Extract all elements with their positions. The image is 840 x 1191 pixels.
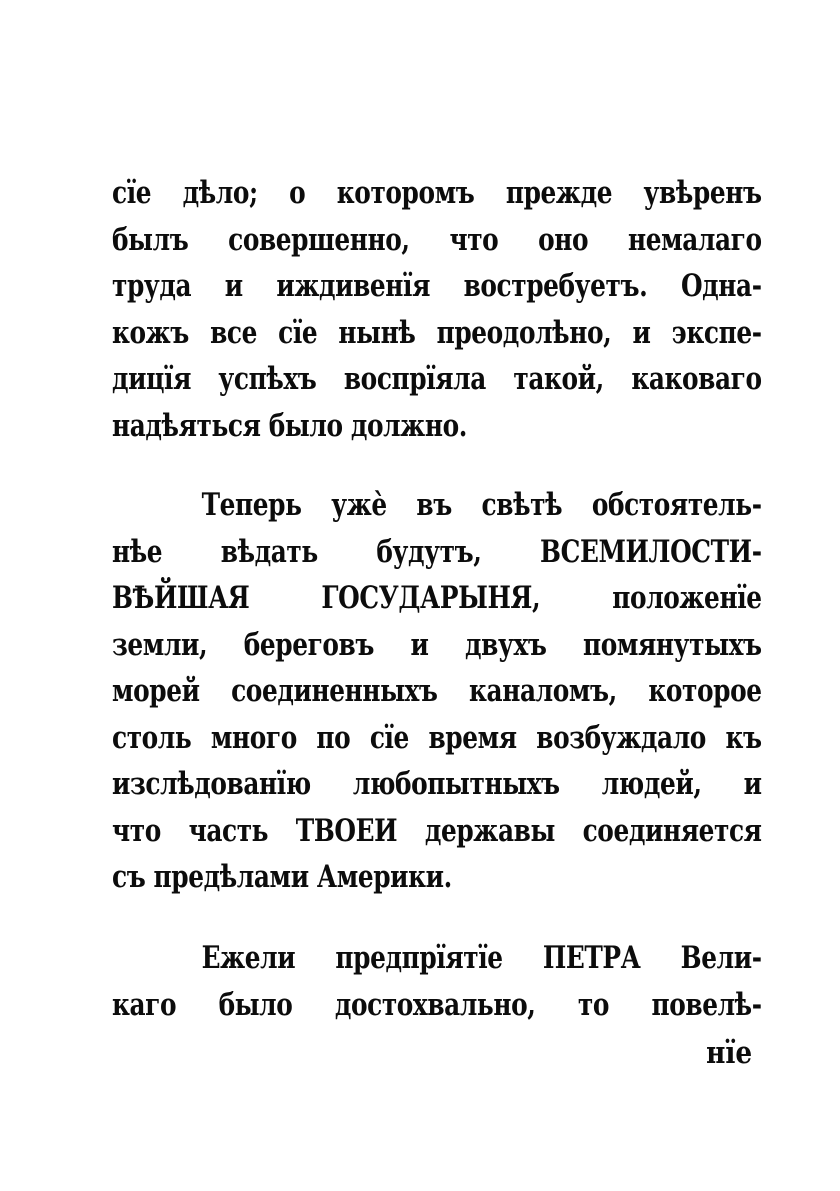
text-line: каго было достохвально, то повелѣ- [112, 986, 762, 1023]
text-line: ВѢЙШАЯ ГОСУДАРЫНЯ, положенїе [112, 580, 762, 616]
text-line: что часть ТВОЕИ державы соединяется [112, 812, 762, 849]
paragraph-3 [112, 935, 762, 1028]
text-line: морей соединенныхъ каналомъ, которое [112, 673, 762, 709]
paragraph-1 [112, 170, 762, 449]
text-line: дицїя успѣхъ воспрїяла такой, каковаго [112, 361, 762, 397]
paragraph-2 [112, 482, 762, 901]
text-line: столь много по сїе время возбуждало къ [112, 719, 762, 756]
text-line: надѣяться было должно. [112, 407, 467, 444]
text-line: кожъ все сїе нынѣ преодолѣно, и экспе- [112, 314, 762, 351]
text-line: съ предѣлами Америки. [112, 859, 452, 895]
text-line: изслѣдованїю любопытныхъ людей, и [112, 766, 762, 802]
text-line: земли, береговъ и двухъ помянутыхъ [112, 626, 762, 663]
text-line: Теперь ужѐ въ свѣтѣ обстоятель- [201, 487, 762, 523]
text-line: былъ совершенно, что оно немалаго [112, 221, 762, 258]
text-line: сїе дѣло; о которомъ прежде увѣренъ [112, 175, 762, 211]
catchword: нїе [705, 1035, 752, 1071]
text-line: труда и иждивенїя востребуетъ. Одна- [112, 268, 762, 304]
text-line: Ежели предпрїятїе ПЕТРА Вели- [201, 940, 762, 976]
text-line: нѣе вѣдать будутъ, ВСЕМИЛОСТИ- [112, 533, 762, 570]
